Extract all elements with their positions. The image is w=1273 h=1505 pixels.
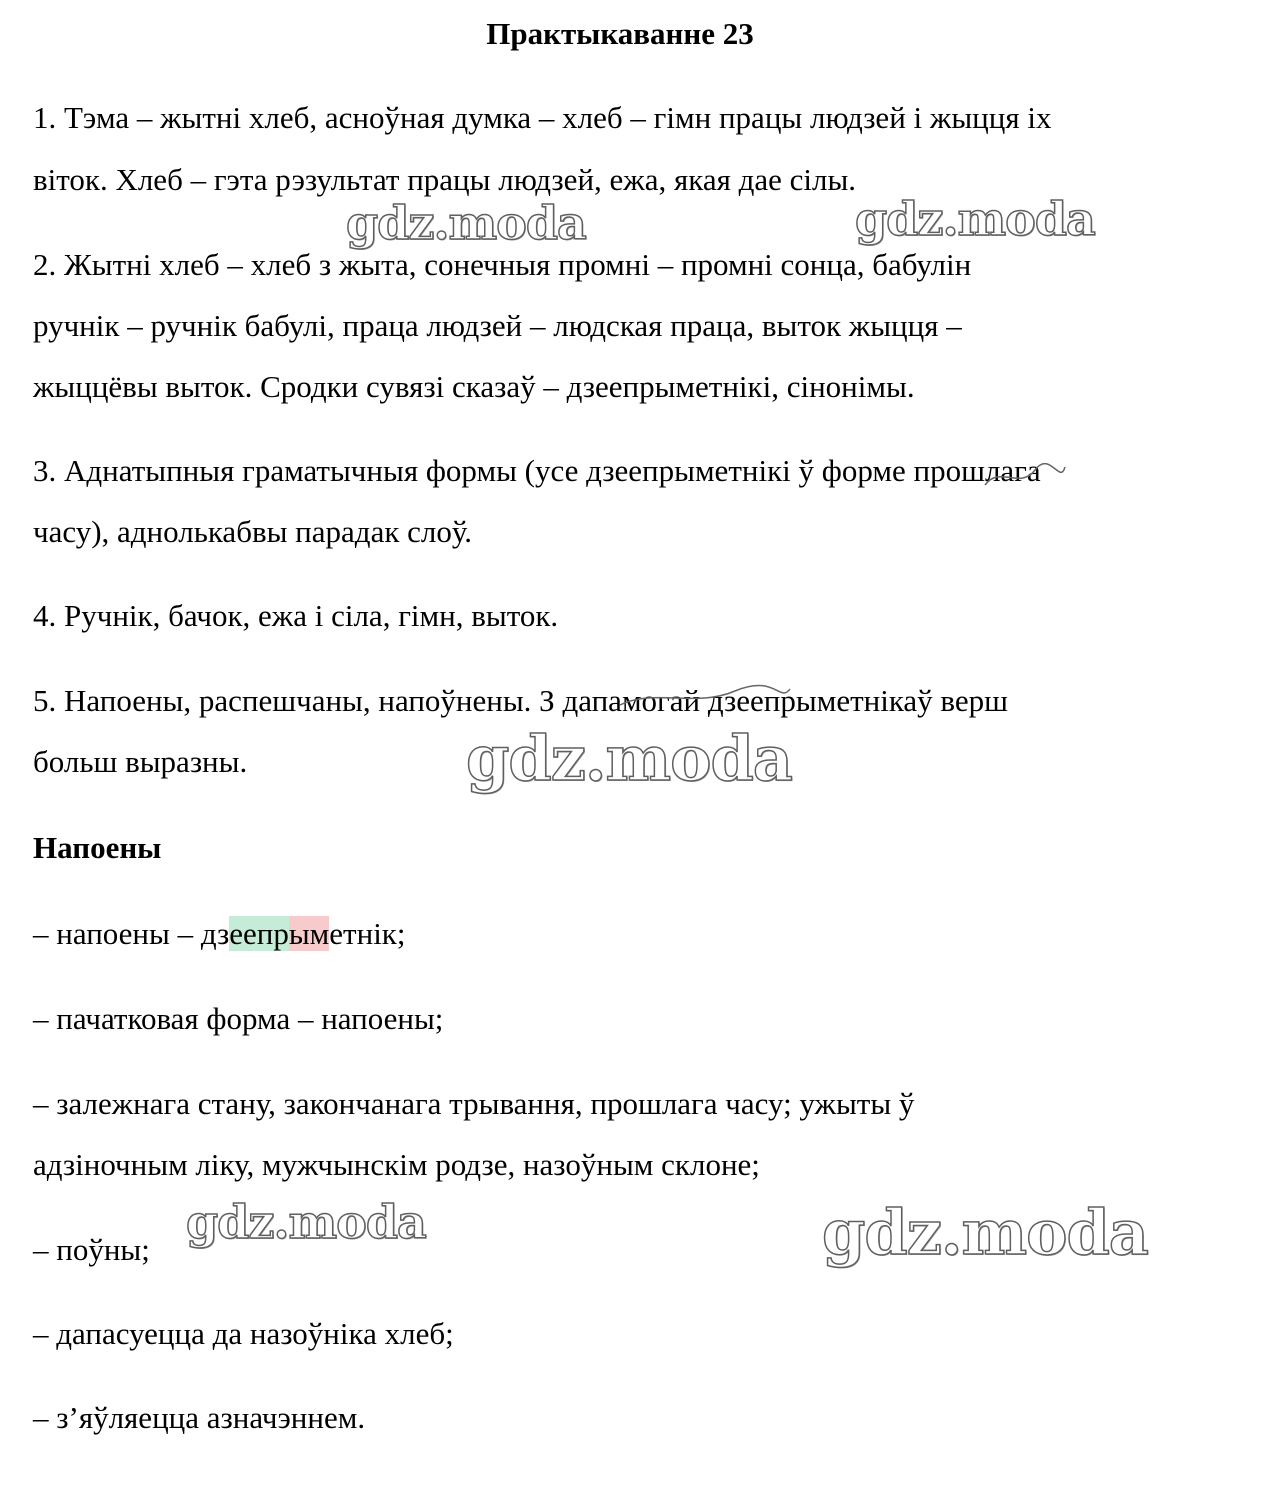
watermark-logo: gdz.moda — [822, 1196, 1148, 1269]
highlight-red-segment: ым — [288, 916, 330, 951]
analysis-item-6: – з’яўляецца азначэннем. — [33, 1400, 366, 1435]
analysis-item-3-line-1: – залежнага стану, закончанага трывання, прошлага часу; ужыты ў — [33, 1086, 915, 1121]
analysis-item-1 — [33, 914, 405, 954]
highlight-green-segment: еепр — [229, 916, 289, 951]
page-title: Практыкаванне 23 — [486, 16, 754, 51]
paragraph-1-line-2: віток. Хлеб – гэта рэзультат працы людзей, ежа, якая дае сілы. — [33, 162, 857, 197]
analysis-heading: Напоены — [33, 830, 162, 865]
watermark-logo: gdz.moda — [346, 196, 586, 250]
paragraph-5-line-2: больш выразны. — [33, 744, 248, 779]
analysis-item-1-prefix: – напоены – дз — [33, 916, 230, 951]
paragraph-2-line-1: 2. Жытні хлеб – хлеб з жыта, сонечныя промні – промні сонца, бабулін — [33, 247, 972, 282]
analysis-item-1-suffix: етнік; — [329, 916, 406, 951]
watermark-logo: gdz.moda — [186, 1195, 426, 1249]
watermark-logo: gdz.moda — [855, 192, 1095, 246]
paragraph-5-line-1: 5. Напоены, распешчаны, напоўнены. З дапамогай дзеепрыметнікаў верш — [33, 683, 1009, 718]
paragraph-3-line-1: 3. Аднатыпныя граматычныя формы (усе дзеепрыметнікі ў форме прошлага — [33, 453, 1041, 488]
paragraph-1-line-1: 1. Тэма – жытні хлеб, асноўная думка – хлеб – гімн працы людзей і жыцця іх — [33, 100, 1052, 135]
paragraph-2-line-2: ручнік – ручнік бабулі, праца людзей – людская праца, выток жыцця – — [33, 308, 962, 343]
paragraph-2-line-3: жыццёвы выток. Сродки сувязі сказаў – дзеепрыметнікі, сінонімы. — [33, 369, 915, 404]
watermark-logo: gdz.moda — [466, 722, 792, 795]
paragraph-3-line-2: часу), аднолькабвы парадак слоў. — [33, 514, 473, 549]
analysis-item-4: – поўны; — [33, 1232, 150, 1267]
analysis-item-2: – пачатковая форма – напоены; — [33, 1001, 444, 1036]
analysis-item-3-line-2: адзіночным ліку, мужчынскім родзе, назоўным склоне; — [33, 1147, 760, 1182]
analysis-item-5: – дапасуецца да назоўніка хлеб; — [33, 1316, 454, 1351]
paragraph-4-line-1: 4. Ручнік, бачок, ежа і сіла, гімн, выток. — [33, 598, 559, 633]
